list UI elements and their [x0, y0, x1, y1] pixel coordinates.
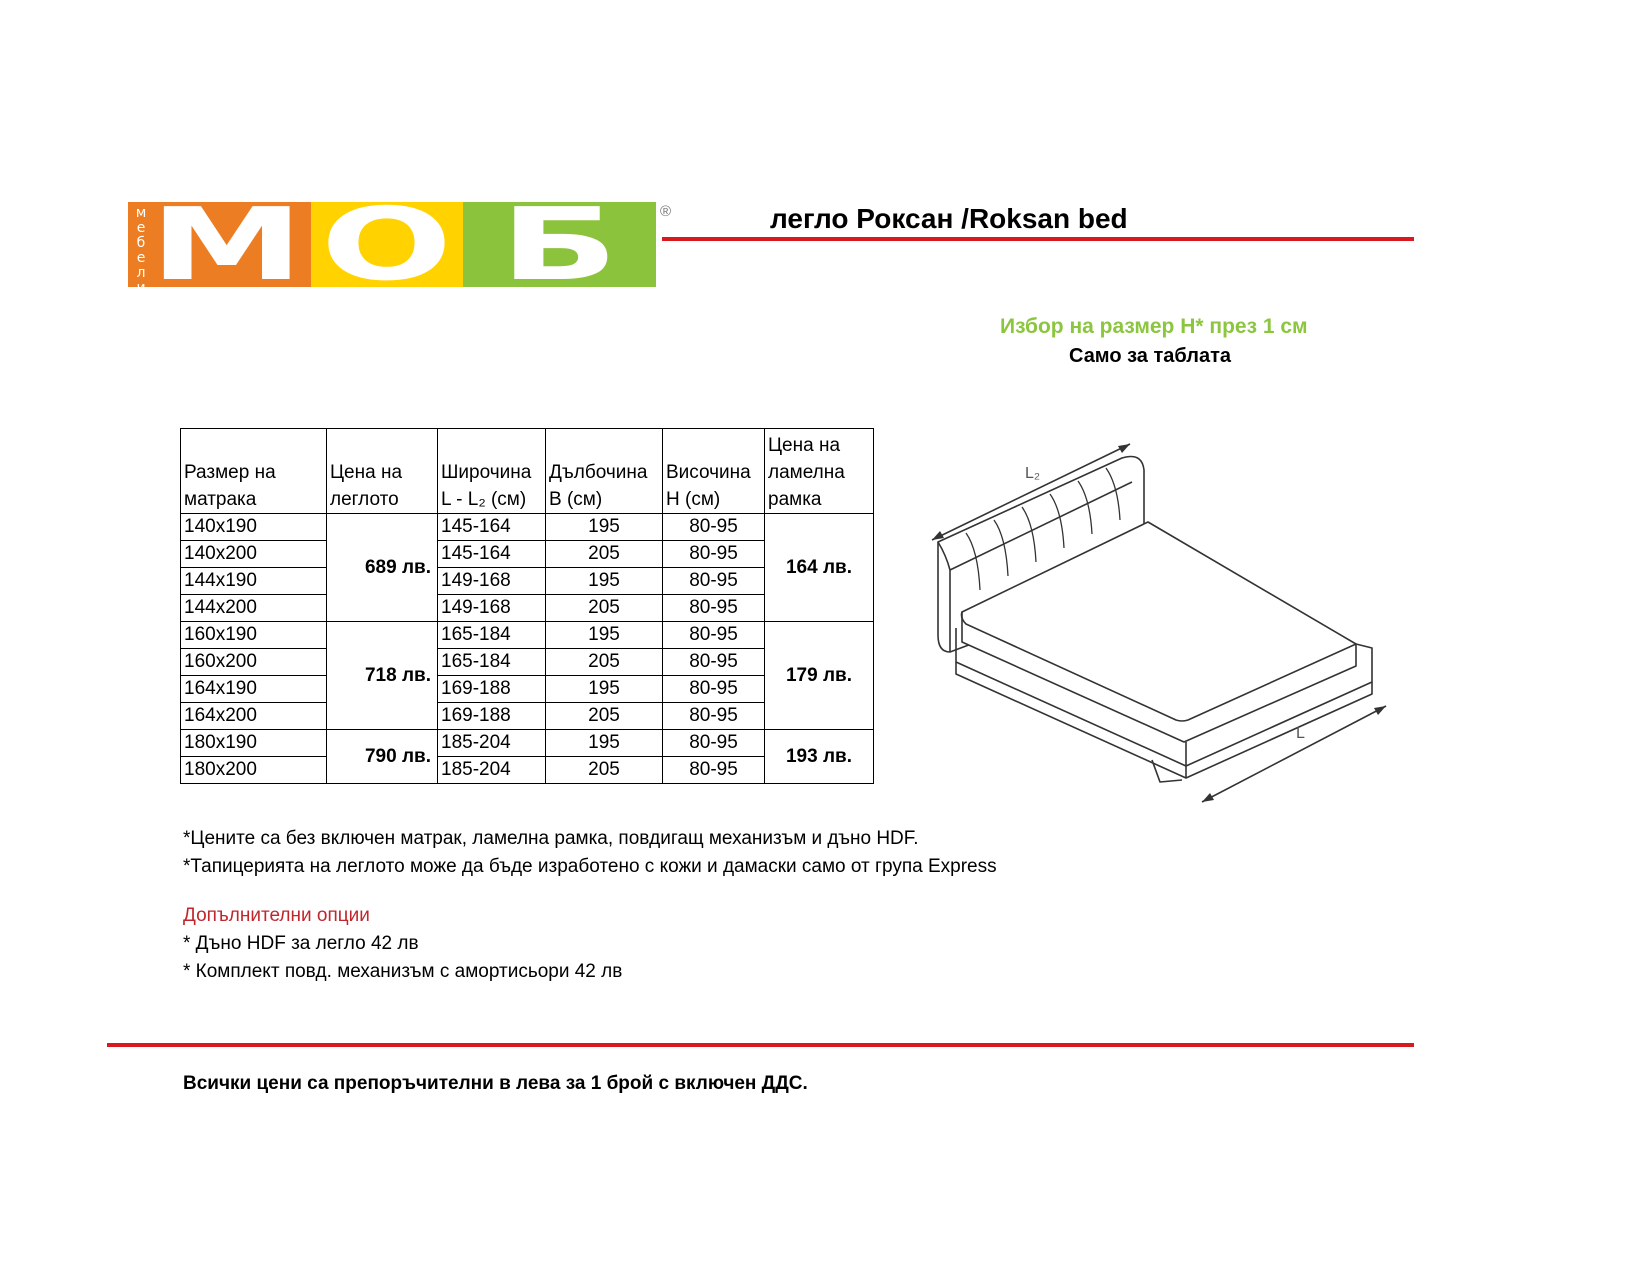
cell-price: 790 лв.	[327, 730, 438, 784]
cell-depth: 205	[546, 757, 663, 784]
header-height: Височина H (см)	[663, 429, 765, 514]
options-title: Допълнителни опции	[183, 905, 370, 926]
cell-price: 718 лв.	[327, 622, 438, 730]
footer-note: Всички цени са препоръчителни в лева за 1 брой с включен ДДС.	[183, 1073, 808, 1094]
cell-size: 164x200	[181, 703, 327, 730]
cell-height: 80-95	[663, 757, 765, 784]
table-row	[181, 730, 874, 757]
cell-size: 160x190	[181, 622, 327, 649]
logo-vertical-text: м е б е л и	[135, 205, 147, 296]
cell-size: 180x200	[181, 757, 327, 784]
footer-divider	[107, 1043, 1414, 1047]
option-item: * Дъно HDF за легло 42 лв	[183, 933, 419, 954]
cell-width: 145-164	[438, 514, 546, 541]
cell-slat-price: 179 лв.	[765, 622, 874, 730]
registered-mark: ®	[660, 203, 672, 220]
cell-depth: 195	[546, 622, 663, 649]
cell-size: 160x200	[181, 649, 327, 676]
header-size: Размер на матрака	[181, 429, 327, 514]
cell-size: 180x190	[181, 730, 327, 757]
headboard-only-note: Само за таблата	[1069, 345, 1231, 367]
bed-foot	[1152, 760, 1182, 782]
cell-size: 140x190	[181, 514, 327, 541]
cell-height: 80-95	[663, 595, 765, 622]
cell-height: 80-95	[663, 541, 765, 568]
note-line: *Тапицерията на леглото може да бъде изработено с кожи и дамаски само от група Express	[183, 856, 997, 877]
note-line: *Цените са без включен матрак, ламелна рамка, повдигащ механизъм и дъно HDF.	[183, 828, 919, 849]
size-choice-note: Избор на размер H* през 1 см	[1000, 315, 1308, 338]
cell-size: 164x190	[181, 676, 327, 703]
page-title: легло Роксан /Roksan bed	[770, 203, 1128, 234]
cell-width: 149-168	[438, 568, 546, 595]
cell-height: 80-95	[663, 676, 765, 703]
cell-depth: 205	[546, 649, 663, 676]
header-width: Широчина L - L₂ (см)	[438, 429, 546, 514]
cell-size: 144x190	[181, 568, 327, 595]
cell-height: 80-95	[663, 703, 765, 730]
cell-width: 169-188	[438, 703, 546, 730]
cell-width: 185-204	[438, 730, 546, 757]
cell-size: 144x200	[181, 595, 327, 622]
logo-block-b: Б	[463, 202, 656, 287]
cell-height: 80-95	[663, 568, 765, 595]
header-price: Цена на леглото	[327, 429, 438, 514]
cell-height: 80-95	[663, 730, 765, 757]
cell-price: 689 лв.	[327, 514, 438, 622]
cell-height: 80-95	[663, 649, 765, 676]
brand-logo	[128, 185, 656, 303]
cell-width: 185-204	[438, 757, 546, 784]
cell-width: 169-188	[438, 676, 546, 703]
title-divider	[662, 237, 1414, 241]
cell-width: 165-184	[438, 622, 546, 649]
price-table	[180, 428, 874, 784]
cell-depth: 205	[546, 595, 663, 622]
table-row	[181, 514, 874, 541]
table-header-row	[181, 429, 874, 514]
cell-depth: 205	[546, 541, 663, 568]
dimension-l-label: L	[1296, 725, 1305, 742]
dimension-l2-label: L₂	[1025, 465, 1041, 482]
header-slat-price: Цена на ламелна рамка	[765, 429, 874, 514]
header-depth: Дълбочина B (см)	[546, 429, 663, 514]
option-item: * Комплект повд. механизъм с амортисьори 42 лв	[183, 961, 623, 982]
cell-depth: 195	[546, 730, 663, 757]
table-row	[181, 622, 874, 649]
cell-size: 140x200	[181, 541, 327, 568]
cell-height: 80-95	[663, 622, 765, 649]
logo-block-m: м е б е л и М	[128, 202, 311, 287]
cell-width: 165-184	[438, 649, 546, 676]
logo-block-o: О	[311, 202, 463, 287]
cell-depth: 195	[546, 676, 663, 703]
cell-width: 149-168	[438, 595, 546, 622]
cell-depth: 205	[546, 703, 663, 730]
cell-height: 80-95	[663, 514, 765, 541]
cell-depth: 195	[546, 514, 663, 541]
cell-width: 145-164	[438, 541, 546, 568]
cell-depth: 195	[546, 568, 663, 595]
cell-slat-price: 193 лв.	[765, 730, 874, 784]
bed-diagram	[920, 430, 1390, 805]
cell-slat-price: 164 лв.	[765, 514, 874, 622]
